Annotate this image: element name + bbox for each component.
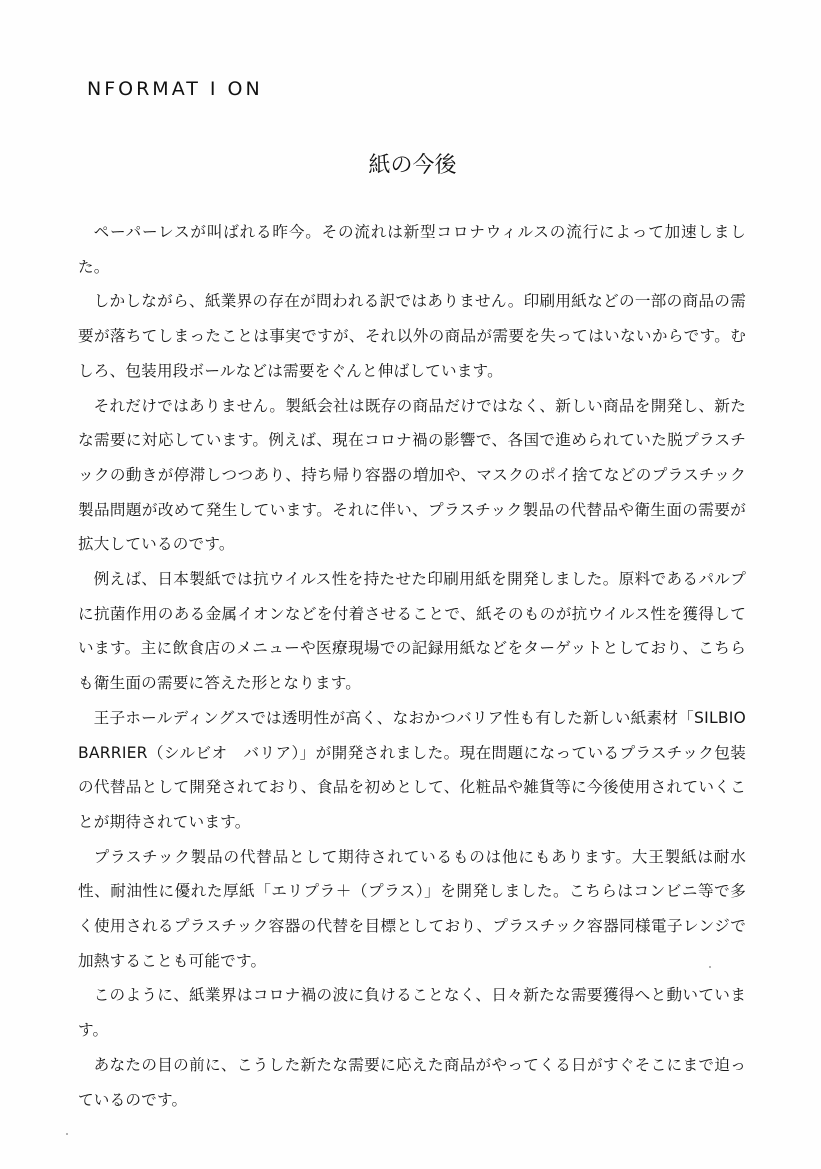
scan-speck: [66, 1133, 68, 1135]
paragraph-6: プラスチック製品の代替品として期待されているものは他にもあります。大王製紙は耐水性、耐油性に優れた厚紙「エリプラ＋（プラス）」を開発しました。こちらはコンビニ等で多く使用されるプラスチック容器の代替を目標としており、プラスチック容器同様電子レンジで加熱することも可能です。: [78, 847, 746, 970]
paragraph-5: 王子ホールディングスでは透明性が高く、なおかつバリア性も有した新しい紙素材「SILBIO BARRIER（シルビオ バリア）」が開発されました。現在問題になっているプラスチック包装の代替品として開発されており、食品を初めとして、化粧品や雑貨等に今後使用されていくことが期待されています。: [78, 708, 746, 831]
paragraph-4: 例えば、日本製紙では抗ウイルス性を持たせた印刷用紙を開発しました。原料であるパルプに抗菌作用のある金属イオンなどを付着させることで、紙そのものが抗ウイルス性を獲得しています。主に飲食店のメニューや医療現場での記録用紙などをターゲットとしており、こちらも衛生面の需要に答えた形となります。: [78, 570, 746, 693]
scan-speck: [709, 966, 711, 968]
paragraph-8: あなたの目の前に、こうした新たな需要に応えた商品がやってくる日がすぐそこにまで迫っているのです。: [78, 1055, 746, 1109]
article-body: [78, 215, 746, 1117]
page-title: [0, 148, 821, 179]
section-header-label: NFORMAT I ON: [87, 78, 263, 100]
page-title-text: 紙の今後: [368, 153, 457, 178]
paragraph-3: それだけではありません。製紙会社は既存の商品だけではなく、新しい商品を開発し、新たな需要に対応しています。例えば、現在コロナ禍の影響で、各国で進められていた脱プラスチックの動きが停滞しつつあり、持ち帰り容器の増加や、マスクのポイ捨てなどのプラスチック製品問題が改めて発生しています。それに伴い、プラスチック製品の代替品や衛生面の需要が拡大しているのです。: [78, 396, 746, 554]
paragraph-7: このように、紙業界はコロナ禍の波に負けることなく、日々新たな需要獲得へと動いています。: [78, 986, 746, 1040]
paragraph-1: ペーパーレスが叫ばれる昨今。その流れは新型コロナウィルスの流行によって加速しました。: [78, 223, 746, 276]
paragraph-2: しかしながら、紙業界の存在が問われる訳ではありません。印刷用紙などの一部の商品の需要が落ちてしまったことは事実ですが、それ以外の商品が需要を失ってはいないからです。むしろ、包装用段ボールなどは需要をぐんと伸ばしています。: [78, 292, 746, 380]
